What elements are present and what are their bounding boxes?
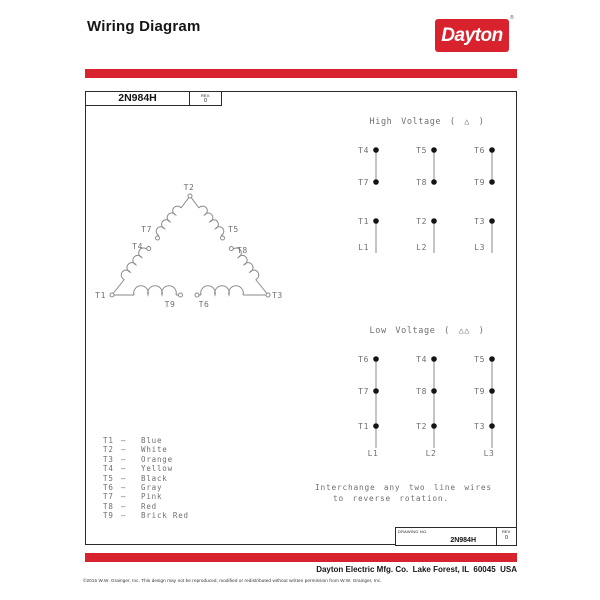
delta-left-lower-lead: [114, 280, 125, 294]
legend-row: [103, 455, 189, 464]
hv-dot-t4: [373, 147, 379, 153]
drawing-number-cell: [396, 528, 497, 545]
legend-color: Yellow: [141, 464, 173, 474]
lv-dot-t8: [431, 388, 437, 394]
hv-dot-t1: [373, 218, 379, 224]
drawing-rev-cell: [497, 528, 516, 545]
legend-color: Brick Red: [141, 511, 189, 521]
hv-label-t7: T7: [358, 178, 369, 187]
rotation-note-line1: Interchange any two line wires: [315, 483, 492, 492]
revision-label: REV.: [201, 92, 210, 98]
delta-apex-right-lead: [191, 198, 199, 208]
legend-dash: —: [121, 492, 127, 502]
low-voltage-diagram: [358, 326, 495, 458]
lv-label-t7: T7: [358, 387, 369, 396]
legend-row: [103, 436, 189, 445]
legend-dash: —: [121, 445, 127, 455]
legend-terminal: T5: [103, 473, 114, 483]
delta-label-t9: T9: [164, 300, 176, 309]
lv-dot-t9: [489, 388, 495, 394]
lv-dot-t7: [373, 388, 379, 394]
hv-label-t1: T1: [358, 217, 369, 226]
hv-dot-t9: [489, 179, 495, 185]
legend-row: [103, 492, 189, 501]
legend-dash: —: [121, 454, 127, 464]
legend-row: [103, 511, 189, 520]
delta-apex-left-lead: [181, 198, 189, 208]
terminal-t2: [188, 194, 192, 198]
legend-row: [103, 483, 189, 492]
winding-coil-t4-t1: [121, 248, 147, 279]
lv-label-t9: T9: [474, 387, 485, 396]
legend-row: [103, 502, 189, 511]
legend-color: Pink: [141, 492, 163, 502]
legend-color: Orange: [141, 454, 173, 464]
dayton-logo-text: Dayton: [441, 24, 503, 46]
rotation-note-line2: to reverse rotation.: [333, 494, 449, 503]
delta-label-t7: T7: [141, 225, 152, 234]
legend-terminal: T3: [103, 454, 114, 464]
drawing-rev-label: REV.: [502, 528, 511, 534]
legend-color: Red: [141, 501, 157, 511]
drawing-number-value: 2N984H: [450, 537, 476, 544]
hv-label-t5: T5: [416, 146, 427, 155]
hv-dot-t2: [431, 218, 437, 224]
low-voltage-title: Low Voltage ( △△ ): [369, 326, 485, 336]
rotation-note: [315, 482, 492, 504]
delta-label-t4: T4: [132, 242, 143, 251]
drawing-number-block: [395, 527, 517, 546]
delta-label-t5: T5: [228, 225, 239, 234]
terminal-t6: [195, 293, 199, 297]
delta-winding-diagram: [95, 183, 283, 309]
legend-terminal: T7: [103, 492, 114, 502]
hv-label-t8: T8: [416, 178, 427, 187]
dayton-logo: [435, 19, 509, 52]
legend-dash: —: [121, 501, 127, 511]
hv-label-t4: T4: [358, 146, 369, 155]
terminal-t5: [221, 236, 225, 240]
lv-dot-t2: [431, 423, 437, 429]
legend-terminal: T9: [103, 511, 114, 521]
top-red-divider-bar: [85, 69, 517, 78]
delta-label-t6: T6: [198, 300, 210, 309]
hv-label-l2: L2: [416, 243, 427, 252]
lv-dot-t3: [489, 423, 495, 429]
delta-label-t2: T2: [183, 183, 195, 192]
winding-coil-t2-t7: [156, 206, 181, 235]
lv-label-l2: L2: [425, 449, 437, 458]
legend-color: Gray: [141, 482, 163, 492]
bottom-red-divider-bar: [85, 553, 517, 562]
hv-label-t2: T2: [416, 217, 427, 226]
drawing-number-label: DRAWING NO.: [398, 529, 428, 534]
winding-coil-t6-t3: [201, 286, 244, 295]
hv-dot-t6: [489, 147, 495, 153]
lv-dot-t4: [431, 356, 437, 362]
high-voltage-title: High Voltage ( △ ): [369, 117, 485, 127]
legend-color: Black: [141, 473, 168, 483]
delta-label-t1: T1: [95, 291, 106, 300]
legend-dash: —: [121, 464, 127, 474]
delta-label-t3: T3: [272, 291, 283, 300]
lv-label-t1: T1: [358, 422, 369, 431]
lv-label-t5: T5: [474, 355, 485, 364]
registered-trademark-symbol: ®: [510, 15, 514, 21]
copyright-line: ©2015 W.W. Grainger, Inc. This design may not be reproduced, modified or redistributed without written permission from W.W. Grainger, Inc.: [83, 578, 382, 583]
winding-coil-t1-t9: [134, 286, 177, 295]
legend-dash: —: [121, 511, 127, 521]
hv-label-t3: T3: [474, 217, 485, 226]
legend-terminal: T4: [103, 464, 114, 474]
lv-label-t4: T4: [416, 355, 427, 364]
page-title: Wiring Diagram: [87, 18, 201, 35]
legend-terminal: T8: [103, 501, 114, 511]
hv-label-t9: T9: [474, 178, 485, 187]
terminal-t3: [266, 293, 270, 297]
hv-dot-t7: [373, 179, 379, 185]
delta-label-t8: T8: [237, 246, 248, 255]
legend-dash: —: [121, 482, 127, 492]
hv-dot-t5: [431, 147, 437, 153]
company-address-line: Dayton Electric Mfg. Co. Lake Forest, IL 60045 USA: [316, 565, 517, 574]
part-number-box: 2N984H: [85, 91, 190, 106]
hv-label-t6: T6: [474, 146, 485, 155]
delta-right-lower-lead: [256, 280, 267, 294]
drawing-rev-value: 0: [504, 534, 509, 541]
hv-label-l3: L3: [474, 243, 485, 252]
hv-label-l1: L1: [358, 243, 369, 252]
lv-label-l3: L3: [483, 449, 495, 458]
hv-dot-t8: [431, 179, 437, 185]
high-voltage-diagram: [358, 117, 495, 253]
lv-label-t8: T8: [416, 387, 427, 396]
lv-label-l1: L1: [367, 449, 379, 458]
terminal-t7: [156, 236, 160, 240]
legend-dash: —: [121, 436, 127, 445]
lv-label-t3: T3: [474, 422, 485, 431]
lv-dot-t1: [373, 423, 379, 429]
legend-color: White: [141, 445, 168, 455]
lv-label-t6: T6: [358, 355, 369, 364]
terminal-t1: [110, 293, 114, 297]
lv-dot-t5: [489, 356, 495, 362]
legend-color: Blue: [141, 436, 163, 445]
lead-color-legend: [103, 436, 189, 521]
legend-row: [103, 464, 189, 473]
legend-terminal: T1: [103, 436, 114, 445]
legend-row: [103, 445, 189, 454]
revision-value: 0: [203, 97, 208, 104]
legend-dash: —: [121, 473, 127, 483]
legend-row: [103, 474, 189, 483]
winding-coil-t2-t5: [199, 206, 224, 235]
hv-dot-t3: [489, 218, 495, 224]
legend-terminal: T2: [103, 445, 114, 455]
terminal-t9: [179, 293, 183, 297]
lv-label-t2: T2: [416, 422, 427, 431]
lv-dot-t6: [373, 356, 379, 362]
terminal-t8: [229, 247, 233, 251]
legend-terminal: T6: [103, 482, 114, 492]
terminal-t4: [147, 247, 151, 251]
